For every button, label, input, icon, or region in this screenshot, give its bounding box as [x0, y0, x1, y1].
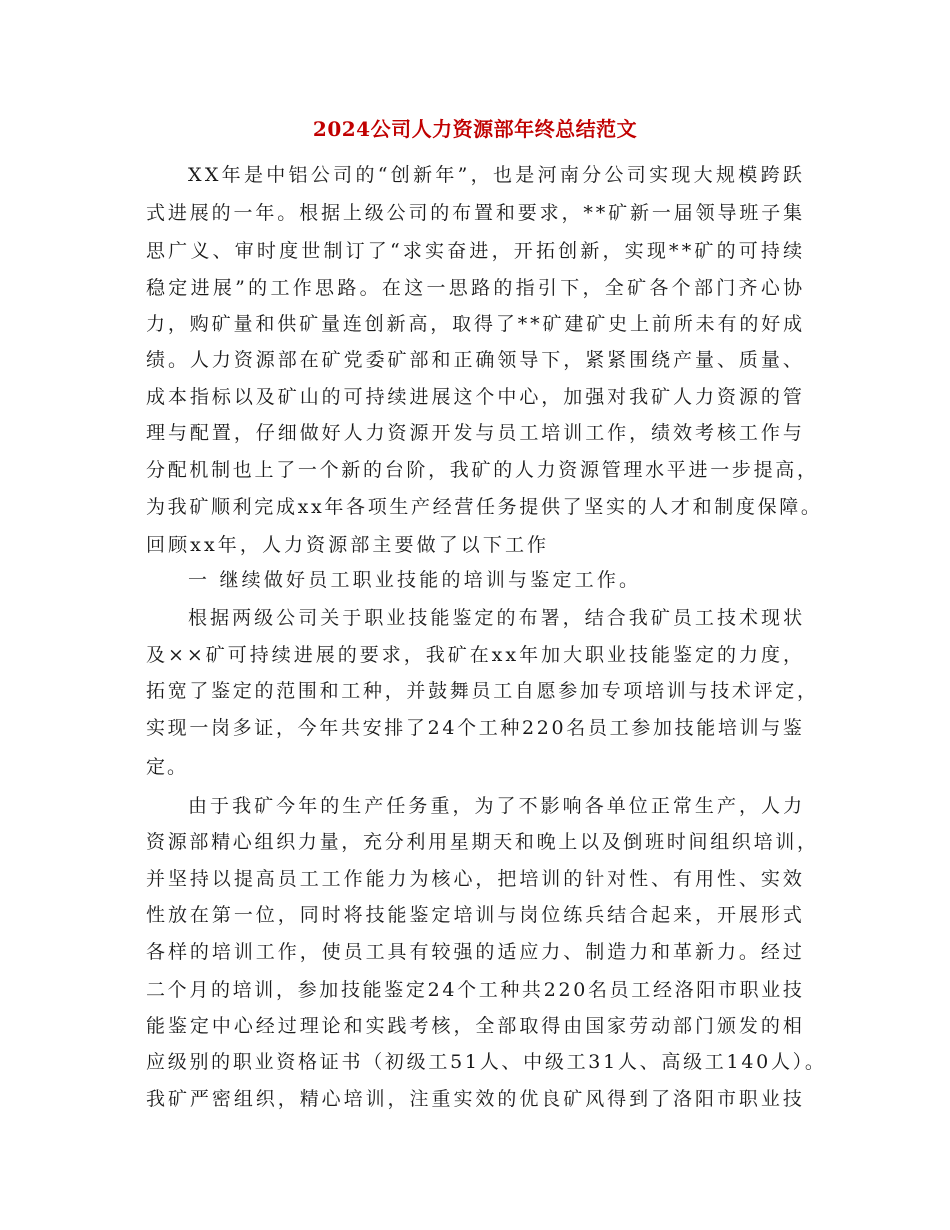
paragraph-line: [0, 382, 950, 412]
paragraph-line-text: 力，购矿量和供矿量连创新高，取得了**矿建矿史上前所未有的好成: [146, 313, 805, 335]
paragraph-line: [0, 676, 950, 706]
paragraph-line-text: 能鉴定中心经过理论和实践考核，全部取得由国家劳动部门颁发的相: [146, 1015, 805, 1037]
paragraph-line-text: 根据两级公司关于职业技能鉴定的布署，结合我矿员工技术现状: [188, 607, 806, 629]
paragraph-line: [0, 418, 950, 448]
paragraph-line-text: 稳定进展”的工作思路。在这一思路的指引下，全矿各个部门齐心协: [146, 277, 806, 299]
document-title: 2024公司人力资源部年终总结范文: [312, 117, 638, 141]
paragraph-line: [0, 603, 950, 633]
paragraph-line: [0, 1084, 950, 1114]
paragraph-line: [0, 273, 950, 303]
paragraph-line: [0, 791, 950, 821]
paragraph-line-text: 及××矿可持续进展的要求，我矿在xx年加大职业技能鉴定的力度，: [146, 644, 805, 666]
paragraph-line: [0, 160, 950, 190]
paragraph-line: [0, 530, 950, 560]
paragraph-line: [0, 345, 950, 375]
paragraph-line-text: 思广义、审时度世制订了“求实奋进，开拓创新，实现**矿的可持续: [146, 240, 806, 262]
paragraph-line-text: 一 继续做好员工职业技能的培训与鉴定工作。: [188, 569, 642, 591]
paragraph-line-text: 定。: [146, 756, 188, 778]
paragraph-line: [0, 937, 950, 967]
paragraph-line: [0, 1011, 950, 1041]
paragraph-line: [0, 827, 950, 857]
paragraph-line: [0, 455, 950, 485]
paragraph-line-text: 应级别的职业资格证书（初级工51人、中级工31人、高级工140人）。: [146, 1051, 827, 1073]
paragraph-line-text: 二个月的培训，参加技能鉴定24个工种共220名员工经洛阳市职业技: [146, 979, 805, 1001]
paragraph-line: [0, 752, 950, 782]
paragraph-line-text: 为我矿顺利完成xx年各项生产经营任务提供了坚实的人才和制度保障。: [146, 496, 823, 518]
paragraph-line-text: 由于我矿今年的生产任务重，为了不影响各单位正常生产，人力: [188, 795, 806, 817]
paragraph-line-text: XX年是中铝公司的“创新年”，也是河南分公司实现大规模跨跃: [188, 164, 806, 186]
paragraph-line-text: 绩。人力资源部在矿党委矿部和正确领导下，紧紧围绕产量、质量、: [146, 349, 805, 371]
paragraph-line: [0, 900, 950, 930]
paragraph-line: [0, 198, 950, 228]
paragraph-line: [0, 565, 950, 595]
paragraph-line-text: 我矿严密组织，精心培训，注重实效的优良矿风得到了洛阳市职业技: [146, 1088, 805, 1110]
paragraph-line: [0, 975, 950, 1005]
paragraph-line-text: 理与配置，仔细做好人力资源开发与员工培训工作，绩效考核工作与: [146, 422, 805, 444]
paragraph-line-text: 并坚持以提高员工工作能力为核心，把培训的针对性、有用性、实效: [146, 868, 805, 890]
paragraph-line: [0, 640, 950, 670]
paragraph-line-text: 各样的培训工作，使员工具有较强的适应力、制造力和革新力。经过: [146, 941, 805, 963]
paragraph-line: [0, 864, 950, 894]
paragraph-line-text: 资源部精心组织力量，充分利用星期天和晚上以及倒班时间组织培训，: [146, 831, 819, 853]
paragraph-line: [0, 713, 950, 743]
paragraph-line-text: 分配机制也上了一个新的台阶，我矿的人力资源管理水平进一步提高，: [146, 459, 819, 481]
paragraph-line: [0, 236, 950, 266]
paragraph-line-text: 拓宽了鉴定的范围和工种，并鼓舞员工自愿参加专项培训与技术评定，: [146, 680, 819, 702]
paragraph-line: [0, 1047, 950, 1077]
paragraph-line-text: 实现一岗多证，今年共安排了24个工种220名员工参加技能培训与鉴: [146, 717, 805, 739]
paragraph-line: [0, 309, 950, 339]
paragraph-line-text: 回顾xx年，人力资源部主要做了以下工作: [146, 534, 550, 556]
paragraph-line: [0, 492, 950, 522]
paragraph-line-text: 成本指标以及矿山的可持续进展这个中心，加强对我矿人力资源的管: [146, 386, 805, 408]
paragraph-line-text: 性放在第一位，同时将技能鉴定培训与岗位练兵结合起来，开展形式: [146, 904, 805, 926]
paragraph-line-text: 式进展的一年。根据上级公司的布置和要求，**矿新一届领导班子集: [146, 202, 805, 224]
